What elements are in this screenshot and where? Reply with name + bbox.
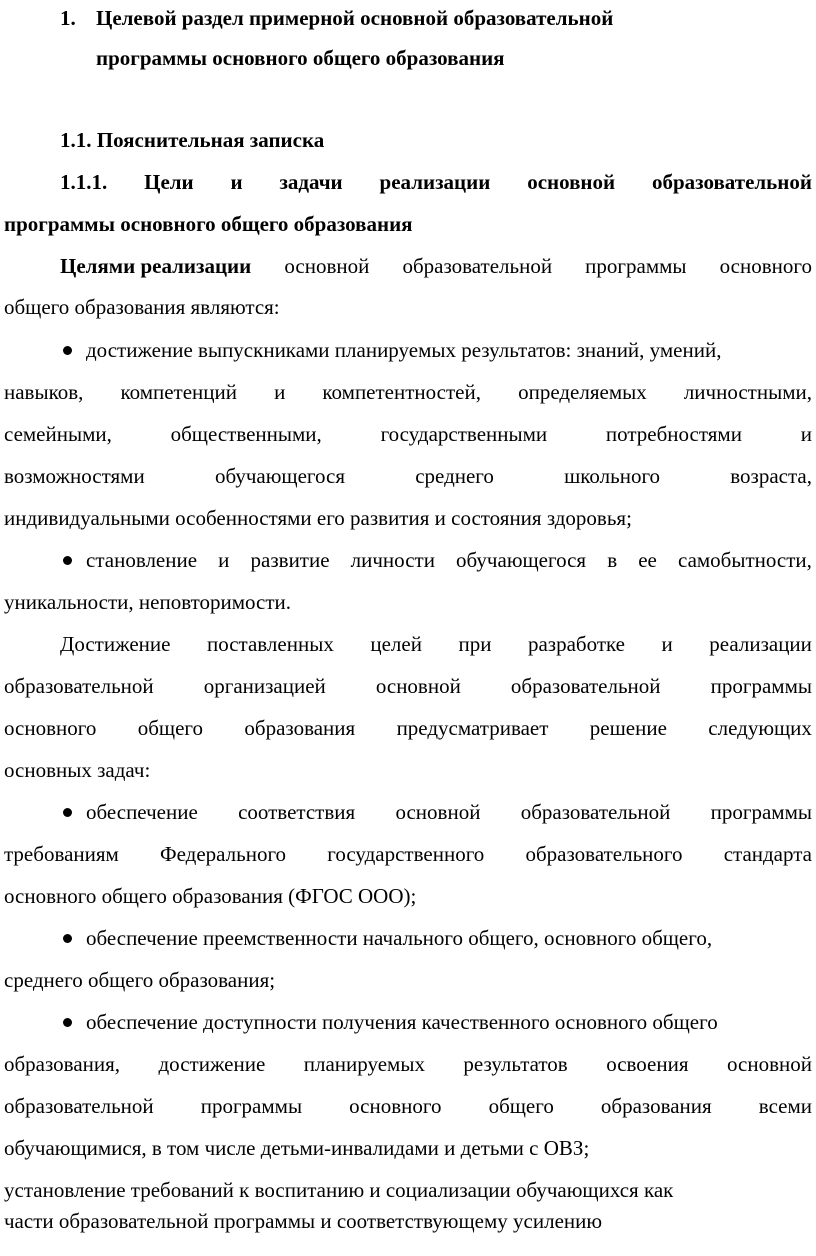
bullet-icon (63, 934, 72, 943)
bullet-icon (63, 1018, 72, 1027)
intro-line-1 (60, 253, 812, 279)
word: определяемых (518, 380, 647, 404)
word: задачи (279, 170, 343, 194)
word: реализации (709, 632, 812, 656)
word: реализации (379, 170, 491, 194)
goal-2-line-2: уникальности, неповторимости. (4, 590, 292, 614)
word: основного (719, 254, 812, 278)
word: разработке (527, 632, 625, 656)
goal-1-line-2 (4, 379, 812, 405)
word: развитие (250, 548, 330, 572)
word: организацией (203, 674, 326, 698)
word: возможностями (4, 464, 145, 488)
bullet-icon (63, 556, 72, 565)
word: общественными, (170, 422, 322, 446)
word: программы (710, 800, 812, 824)
task-3-line-2 (4, 1051, 812, 1077)
word: обучающегося (456, 548, 587, 572)
word: требованиям (4, 842, 119, 866)
word: образовательной (402, 254, 553, 278)
word: потребностями (605, 422, 742, 446)
section-title-line-1: Целевой раздел примерной основной образовательной (96, 6, 614, 30)
word: личностными, (683, 380, 812, 404)
word: компетенций (120, 380, 238, 404)
word: и (800, 422, 812, 446)
goal-1-line-5: индивидуальными особенностями его развития и состояния здоровья; (4, 506, 632, 530)
tasks-intro-line-3 (4, 715, 812, 741)
task-3-line-3 (4, 1093, 812, 1119)
word: Достижение (60, 632, 171, 656)
word: самобытности, (678, 548, 812, 572)
word: программы (200, 1094, 303, 1118)
word: в (607, 548, 618, 572)
word: стандарта (723, 842, 812, 866)
task-3-line-4: обучающимися, в том числе детьми-инвалидами и детьми с ОВЗ; (4, 1136, 590, 1160)
subsubsection-title-line-2: программы основного общего образования (4, 212, 413, 236)
word: и (230, 170, 243, 194)
intro-bold: Целями реализации (60, 254, 252, 278)
word: программы (710, 674, 812, 698)
word: компетентностей, (322, 380, 481, 404)
word: планируемых (303, 1052, 425, 1076)
word: образовательной (510, 674, 661, 698)
word: среднего (415, 464, 494, 488)
subsubsection-title-line-1 (60, 169, 812, 195)
word: государственного (327, 842, 485, 866)
word: при (458, 632, 492, 656)
word: основной (527, 170, 616, 194)
word: основного (349, 1094, 442, 1118)
word: целей (370, 632, 422, 656)
word: и (274, 380, 286, 404)
word: основной (375, 674, 461, 698)
task-1-line-3: основного общего образования (ФГОС ООО); (4, 884, 417, 908)
tasks-intro-line-2 (4, 673, 812, 699)
word: всеми (758, 1094, 812, 1118)
goal-2-line-1 (86, 547, 812, 573)
intro-line-2: общего образования являются: (4, 295, 280, 319)
word: основной (395, 800, 481, 824)
word: образовательной (651, 170, 812, 194)
word: образования, (4, 1052, 121, 1076)
word: образовательной (520, 800, 671, 824)
word: ее (638, 548, 657, 572)
word: предусматривает (396, 716, 549, 740)
word: программы (585, 254, 687, 278)
word: общего (137, 716, 203, 740)
word: и (218, 548, 230, 572)
goal-1-line-1: достижение выпускниками планируемых результатов: знаний, умений, (86, 338, 722, 362)
word: Федерального (160, 842, 287, 866)
word: школьного (564, 464, 661, 488)
subsection-title: 1.1. Пояснительная записка (60, 128, 325, 152)
bullet-icon (63, 346, 72, 355)
subsubsection-number: 1.1.1. (60, 170, 108, 194)
word: образования (244, 716, 356, 740)
word: государственными (380, 422, 548, 446)
task-1-line-1 (86, 799, 812, 825)
goal-1-line-4 (4, 463, 812, 489)
tasks-intro-line-4: основных задач: (4, 758, 151, 782)
word: и (661, 632, 673, 656)
task-3-line-1: обеспечение доступности получения качественного основного общего (86, 1010, 718, 1034)
goal-1-line-3 (4, 421, 812, 447)
bullet-icon (63, 808, 72, 817)
task-2-line-1: обеспечение преемственности начального общего, основного общего, (86, 926, 713, 950)
tail-line-1: установление требований к воспитанию и социализации обучающихся как (4, 1178, 674, 1202)
word: Цели (144, 170, 194, 194)
word: основной (284, 254, 370, 278)
section-title-line-2: программы основного общего образования (96, 46, 505, 70)
word: обеспечение (86, 800, 198, 824)
task-2-line-2: среднего общего образования; (4, 968, 276, 992)
word: освоения (606, 1052, 689, 1076)
word: основного (4, 716, 97, 740)
word: достижение (158, 1052, 266, 1076)
word: следующих (708, 716, 812, 740)
word: основной (727, 1052, 812, 1076)
word: семейными, (4, 422, 112, 446)
word: соответствия (238, 800, 356, 824)
word: решение (589, 716, 667, 740)
word: возраста, (730, 464, 812, 488)
word: навыков, (4, 380, 84, 404)
word: общего (488, 1094, 554, 1118)
word: образовательной (4, 1094, 154, 1118)
word: поставленных (206, 632, 334, 656)
word: образовательного (525, 842, 683, 866)
word: обучающегося (214, 464, 345, 488)
tail-line-2: части образовательной программы и соответствующему усилению (4, 1209, 603, 1233)
section-number: 1. (60, 6, 76, 30)
word: образовательной (4, 674, 154, 698)
word: личности (350, 548, 435, 572)
tasks-intro-line-1 (60, 631, 812, 657)
word: результатов (463, 1052, 568, 1076)
word: образования (600, 1094, 712, 1118)
word: становление (86, 548, 198, 572)
task-1-line-2 (4, 841, 812, 867)
